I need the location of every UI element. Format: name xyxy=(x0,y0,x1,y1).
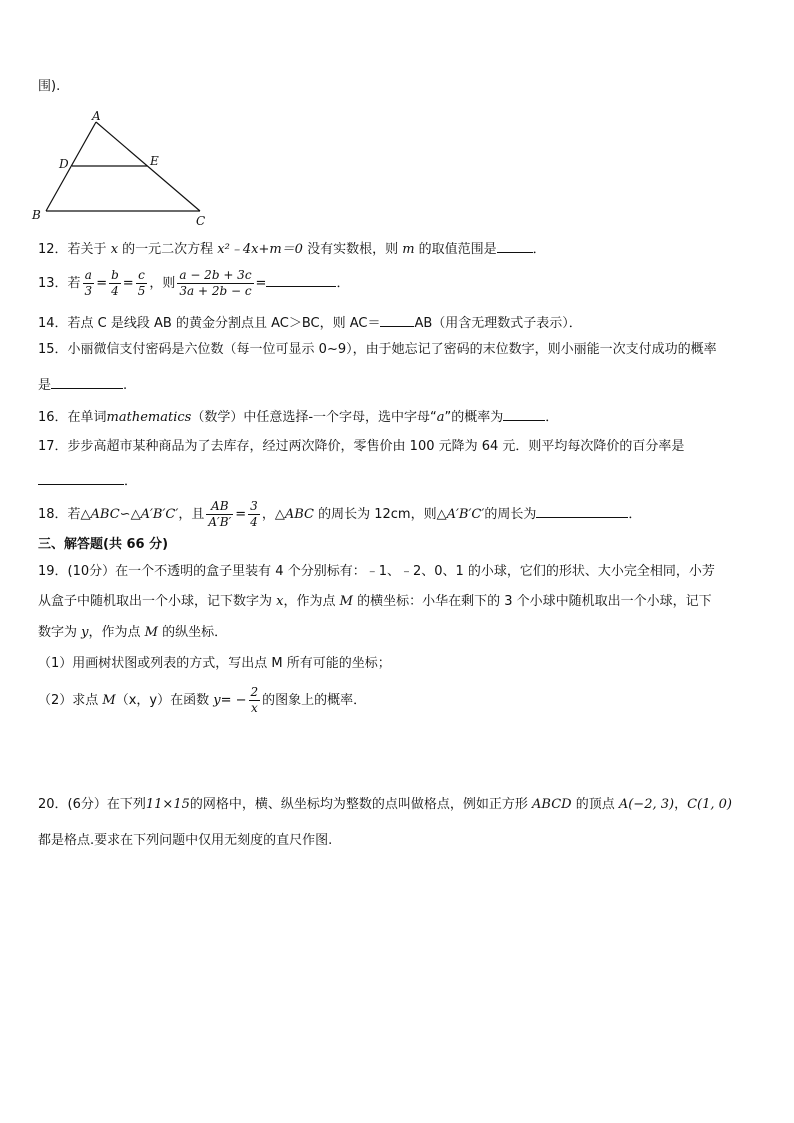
question-19-sub1: （1）用画树状图或列表的方式，写出点 M 所有可能的坐标； xyxy=(38,656,391,671)
label-c: C xyxy=(196,214,206,228)
question-12: 12．若关于 x 的一元二次方程 x²﹣4x+m＝0 没有实数根，则 m 的取值范围是 ． xyxy=(38,238,546,259)
question-17-line2: ． xyxy=(38,470,137,491)
label-d: D xyxy=(59,157,69,171)
answer-blank-13[interactable] xyxy=(266,272,336,287)
label-b: B xyxy=(32,208,41,222)
answer-blank-16[interactable] xyxy=(503,406,545,421)
answer-blank-14[interactable] xyxy=(380,312,414,327)
question-16: 16．在单词mathematics（数学）中任意选择-一个字母，选中字母“a”的概率为 ． xyxy=(38,406,558,427)
label-a: A xyxy=(92,109,101,123)
question-19-sub2: （2）求点 M（x，y）在函数 y= − $\frac{2}{x}$ 的图象上的概率． xyxy=(38,685,367,715)
triangle-lines xyxy=(46,122,200,211)
question-20-line2: 都是格点.要求在下列问题中仅用无刻度的直尺作图. xyxy=(38,833,333,848)
question-15-line1: 15．小丽微信支付密码是六位数（每一位可显示 0~9），由于她忘记了密码的末位数字，则小丽能一次支付成功的概率 xyxy=(38,342,717,357)
question-19-line3: 数字为 y，作为点 M 的纵坐标． xyxy=(38,625,228,640)
question-20-line1: 20．(6分）在下列11×15的网格中，横、纵坐标均为整数的点叫做格点，例如正方形 ABCD 的顶点 A(−2, 3)，C(1, 0) xyxy=(38,797,732,812)
intro-tail: 围). xyxy=(38,79,61,94)
question-18: 18．若△ABC∽△A′B′C′，且 $\frac{AB}{A'B'}$ = $\frac{3}{4}$ ，△ABC 的周长为 12cm，则△A′B′C′的周长为 ． xyxy=(38,499,642,529)
answer-blank-15[interactable] xyxy=(51,374,123,389)
triangle-figure xyxy=(30,108,220,228)
answer-blank-18[interactable] xyxy=(536,503,628,518)
section-3-heading: 三、解答题(共 66 分) xyxy=(38,537,169,552)
question-17-line1: 17．步步高超市某种商品为了去库存，经过两次降价，零售价由 100 元降为 64 元．则平均每次降价的百分率是 xyxy=(38,439,685,454)
answer-blank-12[interactable] xyxy=(497,238,533,253)
question-13: 13．若 $\frac{a}{3}$ = $\frac{b}{4}$ = $\frac{c}{5}$ ，则 $\frac{a - 2b + 3c}{3a + 2b - c}$ = ． xyxy=(38,268,350,298)
answer-blank-17[interactable] xyxy=(38,470,124,485)
question-15-line2: 是 . xyxy=(38,374,127,395)
question-19-line1: 19．(10分）在一个不透明的盒子里装有 4 个分别标有：﹣1、﹣2、0、1 的小球，它们的形状、大小完全相同，小芳 xyxy=(38,564,715,579)
question-19-line2: 从盒子中随机取出一个小球，记下数字为 x，作为点 M 的横坐标：小华在剩下的 3 个小球中随机取出一个小球，记下 xyxy=(38,594,712,609)
question-14: 14．若点 C 是线段 AB 的黄金分割点且 AC＞BC，则 AC＝ AB（用含无理数式子表示）． xyxy=(38,312,582,333)
label-e: E xyxy=(150,154,159,168)
